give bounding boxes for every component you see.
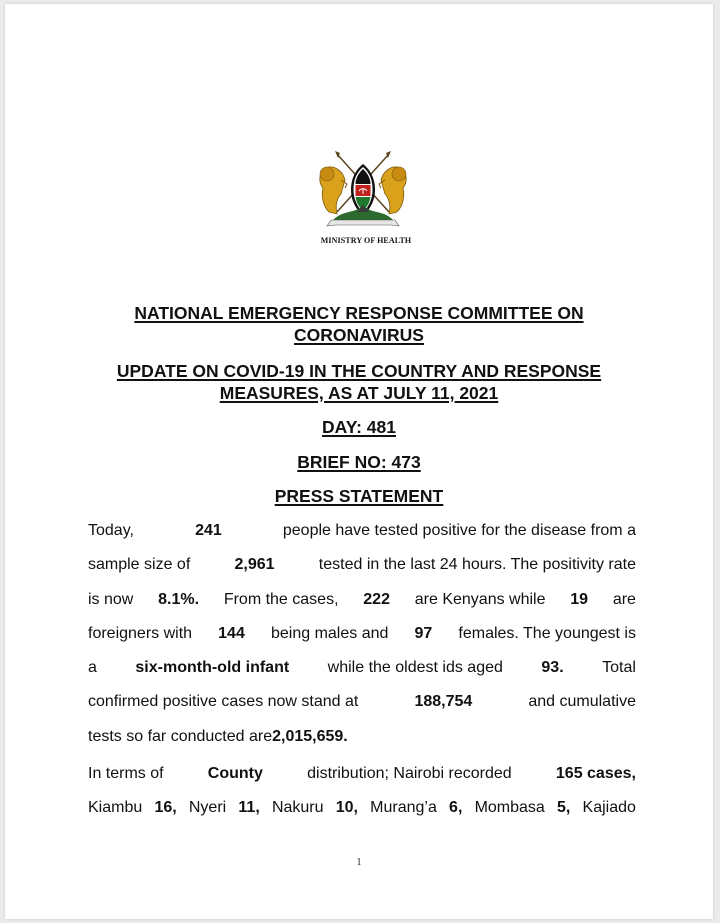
text-run: tests so far conducted are — [88, 727, 273, 745]
paragraph-cases-summary — [88, 514, 636, 754]
text-line — [88, 685, 636, 719]
bold-value: 11, — [238, 799, 260, 817]
text-line — [88, 583, 636, 617]
document-page — [5, 4, 713, 919]
text-run: Murang’a — [370, 799, 437, 817]
text-run: are Kenyans while — [414, 590, 546, 608]
bold-value: 165 cases, — [555, 765, 636, 782]
text-run: distribution; Nairobi recorded — [307, 765, 512, 782]
text-line — [88, 548, 636, 582]
bold-value: County — [207, 765, 263, 782]
bold-value: six-month-old infant — [135, 659, 290, 677]
text-run: foreigners with — [88, 624, 193, 642]
text-line — [88, 651, 636, 685]
bold-value: 241 — [195, 522, 222, 539]
text-run: Mombasa — [474, 799, 545, 817]
title-line-1: NATIONAL EMERGENCY RESPONSE COMMITTEE ON — [134, 303, 584, 323]
text-run: a — [88, 659, 97, 677]
bold-value: 144 — [218, 624, 245, 642]
bold-value: 5, — [557, 799, 571, 817]
bold-value: 19 — [570, 590, 589, 608]
text-run: Total — [602, 659, 636, 677]
text-line — [88, 791, 636, 825]
text-run: In terms of — [88, 765, 164, 782]
subtitle-line-1: UPDATE ON COVID-19 IN THE COUNTRY AND RESPONSE — [116, 361, 602, 381]
text-run: Kajiado — [582, 799, 636, 817]
text-run: Nyeri — [188, 799, 227, 817]
text-run: females. The youngest is — [458, 624, 636, 642]
brief-number: BRIEF NO: 473 — [297, 452, 421, 472]
bold-value: 6, — [449, 799, 463, 817]
text-run: and cumulative — [528, 693, 636, 711]
title-line-2: CORONAVIRUS — [294, 325, 424, 345]
text-run: people have tested positive for the disease from a — [282, 522, 636, 539]
bold-value: 16, — [154, 799, 177, 817]
bold-value: 2,961 — [234, 556, 275, 574]
press-statement-heading: PRESS STATEMENT — [274, 486, 444, 506]
kenya-coat-of-arms-icon — [315, 150, 411, 232]
text-run: confirmed positive cases now stand at — [88, 693, 359, 711]
text-run: Nakuru — [271, 799, 324, 817]
bold-value: 222 — [363, 590, 390, 608]
text-run: tested in the last 24 hours. The positivity rate — [318, 556, 636, 574]
bold-value: 8.1%. — [158, 590, 200, 608]
paragraph-county-distribution — [88, 757, 636, 826]
text-run: From the cases, — [223, 590, 339, 608]
bold-value: 97 — [414, 624, 433, 642]
text-run: while the oldest ids aged — [327, 659, 503, 677]
subtitle-line-2: MEASURES, AS AT JULY 11, 2021 — [219, 383, 499, 403]
text-run: Kiambu — [88, 799, 143, 817]
day-label: DAY: 481 — [322, 417, 396, 437]
text-line — [88, 757, 636, 791]
text-line — [88, 514, 636, 548]
text-run: Today, — [88, 522, 134, 539]
bold-value: 93. — [541, 659, 564, 677]
text-run: is now — [88, 590, 134, 608]
text-line — [88, 617, 636, 651]
page-number: 1 — [356, 857, 362, 868]
bold-value: 10, — [335, 799, 358, 817]
bold-value: 2,015,659. — [272, 727, 348, 745]
text-run: are — [612, 590, 636, 608]
ministry-label: MINISTRY OF HEALTH — [320, 236, 412, 245]
text-line — [88, 720, 636, 754]
text-run: being males and — [270, 624, 389, 642]
bold-value: 188,754 — [414, 693, 473, 711]
text-run: sample size of — [88, 556, 191, 574]
